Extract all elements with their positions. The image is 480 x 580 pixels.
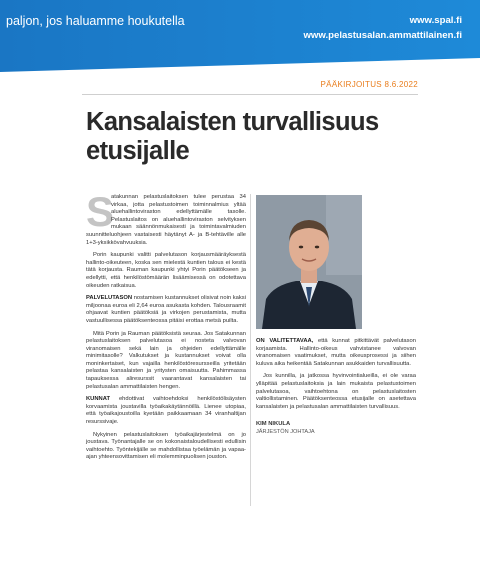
- paragraph: KUNNAT ehdottivat vaihtoehdoksi henkilöstölisäysten korvaamista joustavilla työaikakäytännöillä. Lienee utopiaa, että työaikajoustoilla kyetään paikkaamaan 34 viranhaltijan resurssivaje.: [86, 396, 246, 426]
- section-label: PÄÄKIRJOITUS 8.6.2022: [320, 80, 418, 89]
- paragraph: Jos kunnilla, ja jatkossa hyvinvointialueilla, ei ole varaa ylläpitää pelastuslaitoksia ja lain mukaista pelastustoimen palvelutasoa, vaihtoehtona on pelastuslaitosten valtiollistaminen. Päätöksenteossa etusijalle on asetettava kansalaisten ja pelastusalan ammattilaisten turvallisuus.: [256, 373, 416, 410]
- paragraph: Mitä Porin ja Rauman päätöksistä seuraa. Jos Satakunnan pelastuslaitoksen palvelutasoa ei nosteta valvovan viranomaisen sekä lain ja ohjeiden edellyttämälle minimitasolle? Valkutukset ja kustannukset voivat olla moninkertaiset, kun vajailla henkilöstöresursseilla yritetään pelastaa kansalaisten ja yritysten omaisuutta. Pahimmassa tapauksessa aliresurssit vaarantavat kansalaisten tai pelastusalan ammattilaisten hengen.: [86, 330, 246, 390]
- left-column: [86, 188, 246, 467]
- header-slogan: paljon, jos haluamme houkutella: [6, 14, 185, 28]
- paragraph-lead: PALVELUTASON: [86, 295, 133, 302]
- right-column: [256, 338, 416, 437]
- portrait-illustration: [256, 195, 362, 329]
- paragraph: Nykyinen pelastuslaitoksen työaikajärjestelmä on jo joustava. Työnantajalle se on kokonaistaloudellisesti edullisin vaihtoehto. Työntekijälle se mahdollistaa työelämän ja vapaa-ajan yhteensovittamisen eli molemminpuolisen jouston.: [86, 431, 246, 461]
- paragraph: PALVELUTASON nostamisen kustannukset olisivat noin kaksi miljoonaa euroa eli 2,64 euroa asukasta kohden. Talousraamit ohjaavat kuntien päätöksiä ja virkojen perustamista, mutta vastuullisessa päätöksenteossa pitäisi erottaa metsä puilta.: [86, 295, 246, 324]
- paragraph-lead: KUNNAT: [86, 396, 111, 403]
- paragraph: S atakunnan pelastuslaitoksen tulee perustaa 34 virkaa, jotta pelastustoimen toiminnalmius yltää aluehallintoviraston edellyttämälle tasolle. Pelastuslaitos on aluehallintoviraston selvityksen mukaan säännönmukaisesti ja toimintavalmiuden suunnitteluohjeen vastaisesti häytänyt A- ja B-tehtäville alle 1+3-yksikkövahvuuksia.: [86, 188, 246, 246]
- author-photo: [256, 195, 362, 329]
- top-divider: [82, 94, 418, 95]
- drop-cap: S: [86, 188, 115, 235]
- paragraph-lead: ON VALITETTAVAA,: [256, 338, 314, 344]
- link-spal[interactable]: www.spal.fi: [409, 15, 462, 26]
- article-headline: Kansalaisten turvallisuus etusijalle: [86, 108, 379, 165]
- author-title: JÄRJESTÖN JOHTAJA: [256, 428, 315, 435]
- header-links: [303, 13, 462, 43]
- paragraph: ON VALITETTAVAA, että kunnat pitkittävät palvelutason korjaamista. Hallinto-oikeus vahvistanee valvovan viranomaisen vaatimukset, mutta oikeusprosessi ja siihen kuluva aika heikentää Satakunnan asukkaiden turvallisuutta.: [256, 338, 416, 367]
- paragraph: Porin kaupunki valitti palvelutason korjausmääräyksestä hallinto-oikeuteen, koska sen mielestä kuntien talous ei kestä tätä korjausta. Rauman kaupunki yhtyi Porin päätökseen ja edellytti, että henkilöstömäärän lisäämisessä on odotettava oikeuden ratkaisua.: [86, 252, 246, 289]
- author-name: KIM NIKULA: [256, 421, 291, 428]
- link-pelastusalan[interactable]: www.pelastusalan.ammattilainen.fi: [303, 30, 462, 41]
- column-divider: [250, 194, 251, 506]
